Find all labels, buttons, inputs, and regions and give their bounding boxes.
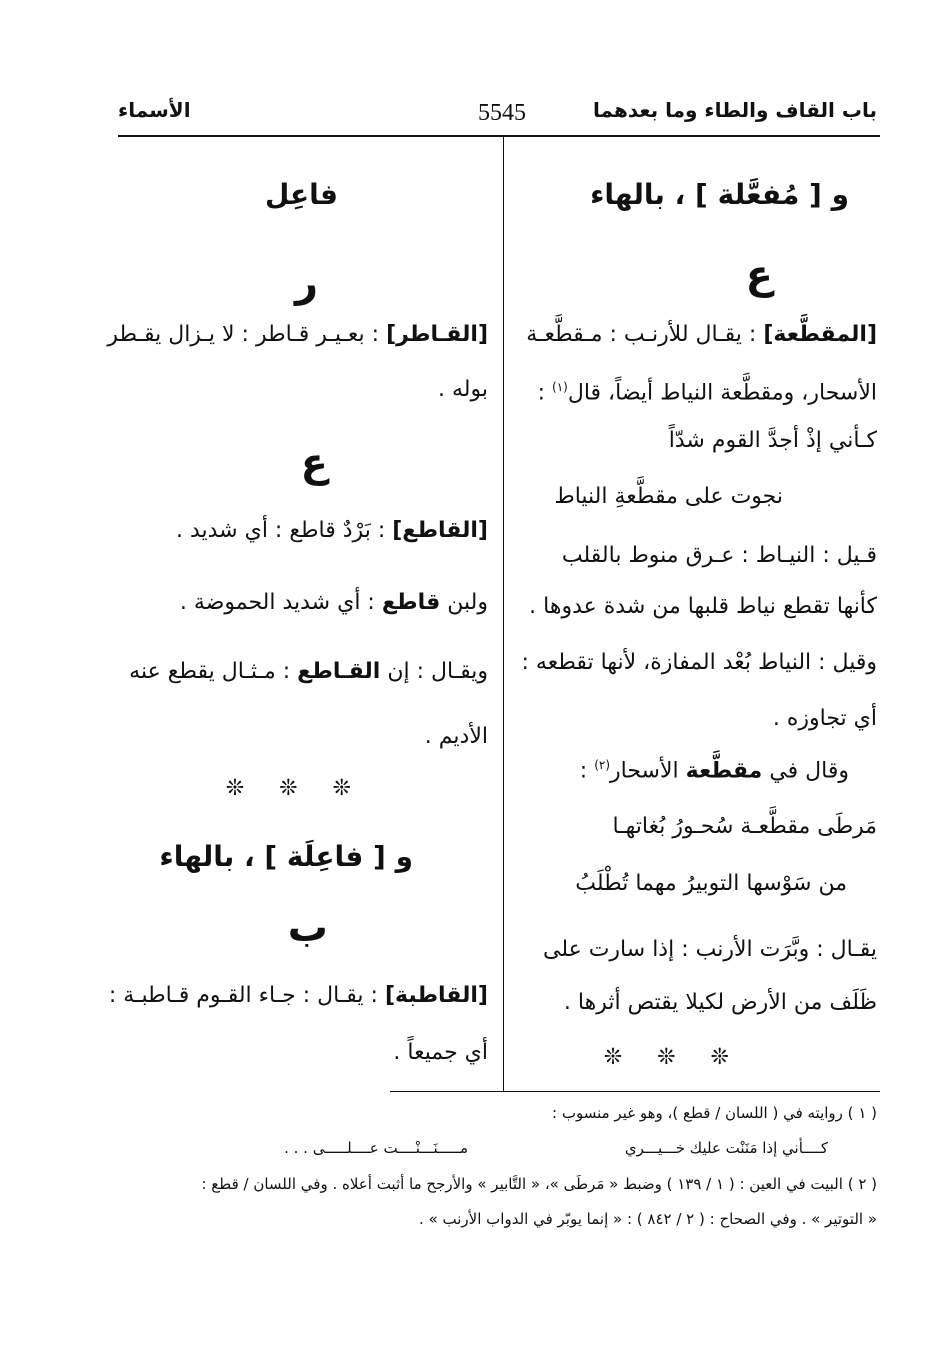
- left-line-5: ويقـال : إن القـاطع : مـثـال يقطع عنه: [129, 659, 488, 684]
- footnote-1-verse-a: كــــأني إذا مَنَنْت عليك خـــيـــري: [624, 1139, 828, 1157]
- left-heading: فاعِل: [265, 178, 338, 211]
- entry-term: [القاطبة]: [384, 983, 488, 1008]
- footnote-1-verse-b: مـــــنَـــنْــــت عــــلـــــى . . .: [284, 1139, 468, 1157]
- page-number: 5545: [478, 100, 526, 126]
- left-line-7: [القاطبة] : يقـال : جـاء القـوم قـاطبـة :: [108, 983, 488, 1008]
- verse-1-second-hemistich: نجوت على مقطَّعةِ النياط: [554, 484, 783, 509]
- right-line-9: ظَلَف من الأرض لكيلا يقتص أثرها .: [563, 990, 877, 1015]
- running-head-section: باب القاف والطاء وما بعدهما: [593, 98, 877, 122]
- entry-term: [القاطع]: [392, 518, 488, 543]
- entry-term: القـاطع: [297, 659, 381, 684]
- left-letter-ain: ع: [300, 440, 328, 486]
- footnote-2-cont: « التوتير » . وفي الصحاح : ( ٢ / ٨٤٢ ) : « إنما يوبّر في الدواب الأرنب » .: [419, 1210, 877, 1228]
- right-line-8: يقـال : وبَّرَت الأرنب : إذا سارت على: [542, 937, 877, 962]
- header-rule: [118, 135, 880, 137]
- footnote-2: ( ٢ ) البيت في العين : ( ١ / ١٣٩ ) وضبط « مَرطَى »، « التَّابير » والأرجح ما أثبت أعلاه . وفي اللسان / قطع :: [201, 1175, 877, 1193]
- column-divider: [503, 137, 504, 1091]
- footnote-rule: [390, 1091, 880, 1092]
- right-line-3: قـيل : النيـاط : عـرق منوط بالقلب: [561, 543, 877, 568]
- running-head-title: الأسماء: [118, 98, 191, 122]
- section-separator: ❊ ❊ ❊: [225, 776, 365, 801]
- left-line-8: أي جميعاً .: [393, 1040, 488, 1065]
- entry-term: [المقطَّعة]: [763, 322, 877, 347]
- left-letter-ba: ب: [287, 905, 328, 951]
- entry-term: [القـاطر]: [386, 322, 488, 347]
- right-line-4: كأنها تقطع نياط قلبها من شدة عدوها .: [529, 594, 877, 619]
- verse-2-second-hemistich: من سَوْسها التوبيرُ مهما تُطْلَبُ: [575, 871, 847, 896]
- left-letter-ra: ر: [294, 260, 318, 306]
- verse-1-first-hemistich: كـأني إذْ أجدَّ القوم شدّاً: [668, 428, 877, 453]
- right-line-7: وقال في مقطَّعة الأسحار$^{(٢)}$ :: [579, 758, 849, 784]
- verse-2-first-hemistich: مَرطَى مقطَّعـة سُحـورُ بُغاتهـا: [612, 814, 877, 839]
- left-line-4: ولبن قاطع : أي شديد الحموضة .: [179, 590, 488, 615]
- right-line-2: الأسحار، ومقطَّعة النياط أيضاً، قال$^{(١)}$ :: [537, 380, 877, 406]
- footnote-ref: (٢): [594, 758, 611, 772]
- left-line-6: الأديم .: [424, 724, 488, 749]
- right-heading: و [ مُفعَّلة ] ، بالهاء: [590, 178, 849, 211]
- right-line-1: [المقطَّعة] : يقـال للأرنـب : مـقطَّعـة: [526, 322, 877, 347]
- left-line-1: [القـاطر] : بعـيـر قـاطر : لا يـزال يقـطر: [107, 322, 488, 347]
- left-line-3: [القاطع] : بَرْدٌ قاطع : أي شديد .: [175, 518, 488, 543]
- entry-term: قاطع: [381, 590, 441, 615]
- right-line-5: وقيل : النياط بُعْد المفازة، لأنها تقطعه :: [521, 650, 877, 675]
- right-letter-ain: ع: [745, 252, 773, 298]
- section-separator: ❊ ❊ ❊: [603, 1045, 743, 1070]
- footnote-1: ( ١ ) روايته في ( اللسان / قطع )، وهو غير منسوب :: [552, 1104, 877, 1122]
- footnote-ref: (١): [552, 380, 568, 394]
- entry-term: مقطَّعة: [685, 758, 763, 784]
- right-line-6: أي تجاوزه .: [772, 706, 877, 731]
- left-heading-2: و [ فاعِلَة ] ، بالهاء: [159, 840, 413, 873]
- left-line-2: بوله .: [438, 377, 488, 402]
